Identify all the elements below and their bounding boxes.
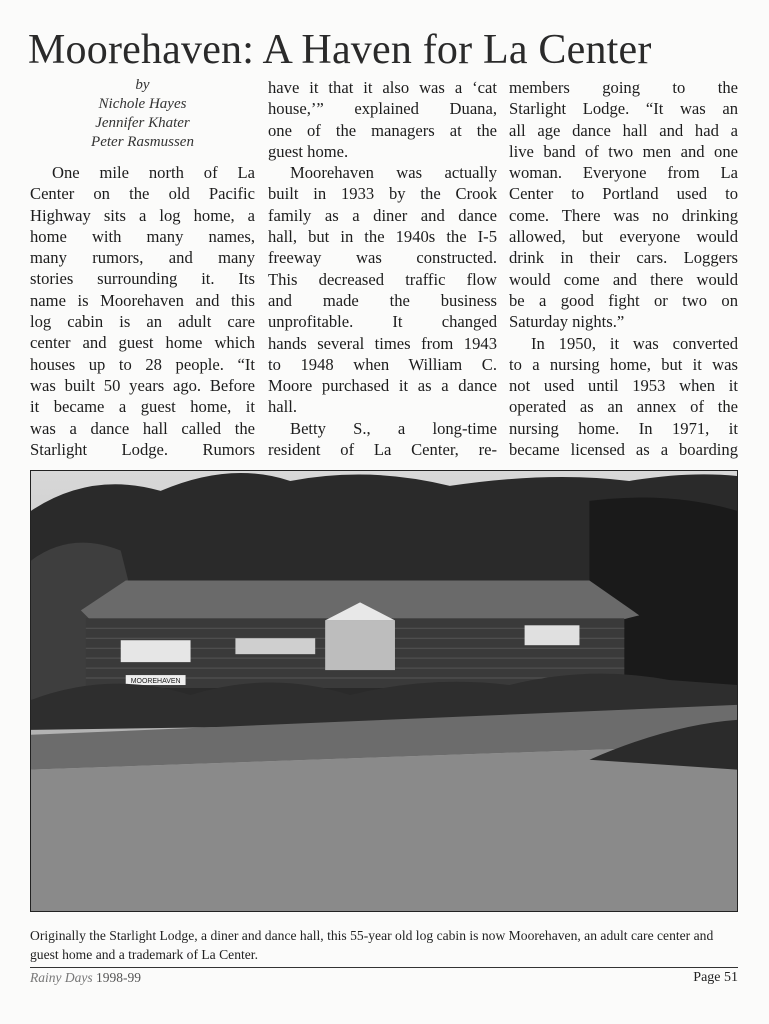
author-name: Jennifer Khater xyxy=(95,115,190,131)
text-line: it became a guest home, it xyxy=(30,397,255,417)
text-line: house,’” explained Duana, xyxy=(268,99,497,119)
text-line: to a nursing home, but it was xyxy=(509,354,738,374)
publication-year: 1998-99 xyxy=(95,970,141,985)
text-line: center and guest home which xyxy=(30,333,255,353)
moorehaven-sign: MOOREHAVEN xyxy=(130,678,181,686)
text-line: One mile north of La xyxy=(52,163,255,182)
text-line: hall, but in the 1940s the I-5 xyxy=(268,227,497,247)
text-line: guest home. xyxy=(268,141,349,161)
text-line: Center on the old Pacific xyxy=(30,184,255,204)
text-column-1 xyxy=(30,162,255,460)
text-line: Moore purchased it as a dance xyxy=(268,376,497,396)
text-line: In 1950, it was converted xyxy=(531,333,738,353)
footer-rule xyxy=(30,967,738,968)
text-line: Starlight Lodge. “It was an xyxy=(509,99,738,119)
moorehaven-photo xyxy=(30,470,738,912)
text-line: unprofitable. It changed xyxy=(268,312,497,332)
text-line: nursing home. In 1971, it xyxy=(509,418,738,438)
text-line: houses up to 28 people. “It xyxy=(30,354,255,374)
text-line: not used until 1953 when it xyxy=(509,376,738,396)
publication-name: Rainy Days xyxy=(30,970,93,985)
text-line: Highway sits a log home, a xyxy=(30,205,255,225)
text-line: Center to Portland used to xyxy=(509,184,738,204)
text-line: be a good fight or two on xyxy=(509,290,738,310)
text-line: name is Moorehaven and this xyxy=(30,290,255,310)
text-line: became licensed as a boarding xyxy=(509,440,738,460)
author-name: Nichole Hayes xyxy=(98,96,187,112)
text-line: hands several times from 1943 xyxy=(268,333,497,353)
text-column-3 xyxy=(509,77,738,460)
text-line: one of the managers at the xyxy=(268,120,497,140)
text-line: all age dance hall and had a xyxy=(509,120,738,140)
author-name: Peter Rasmussen xyxy=(91,134,194,150)
text-line: would come and there would xyxy=(509,269,738,289)
text-line: many rumors, and many xyxy=(30,248,255,268)
text-line: resident of La Center, re- xyxy=(268,440,497,460)
text-line: hall. xyxy=(268,397,298,417)
text-line: stories surrounding it. Its xyxy=(30,269,255,289)
text-line: members going to the xyxy=(509,78,738,97)
text-line: was built 50 years ago. Before xyxy=(30,375,255,395)
text-line: woman. Everyone from La xyxy=(509,163,738,183)
page-number: Page 51 xyxy=(693,970,738,985)
text-line: and made the business xyxy=(268,290,497,310)
text-line: home with many names, xyxy=(30,226,255,246)
text-line: This decreased traffic flow xyxy=(268,269,497,289)
byline-by: by xyxy=(135,77,150,93)
text-line: to 1948 when William C. xyxy=(268,354,497,374)
text-line: was a dance hall called the xyxy=(30,418,255,438)
text-line: freeway was constructed. xyxy=(268,248,497,268)
text-line: Betty S., a long-time xyxy=(290,418,497,438)
text-line: have it that it also was a ‘cat xyxy=(268,78,497,97)
text-line: live band of two men and one xyxy=(509,141,738,161)
text-line: Saturday nights.” xyxy=(509,312,625,332)
text-line: built in 1933 by the Crook xyxy=(268,184,497,204)
text-column-2 xyxy=(268,77,497,460)
text-line: operated as an annex of the xyxy=(509,397,738,417)
text-line: Starlight Lodge. Rumors xyxy=(30,439,255,459)
text-line: Moorehaven was actually xyxy=(290,163,497,183)
footer-publication xyxy=(30,970,141,986)
article-title: Moorehaven: A Haven for La Center xyxy=(28,27,652,73)
text-line: allowed, but everyone would xyxy=(509,227,738,247)
text-line: log cabin is an adult care xyxy=(30,312,255,332)
text-line: drink in their cars. Loggers xyxy=(509,248,738,268)
photo-caption: Originally the Starlight Lodge, a diner and dance hall, this 55-year old log cabin is now Moorehaven, an adult care center and guest home and a trademark of La Center. xyxy=(30,928,714,962)
text-line: come. There was no drinking xyxy=(509,205,738,225)
text-line: family as a diner and dance xyxy=(268,205,497,225)
